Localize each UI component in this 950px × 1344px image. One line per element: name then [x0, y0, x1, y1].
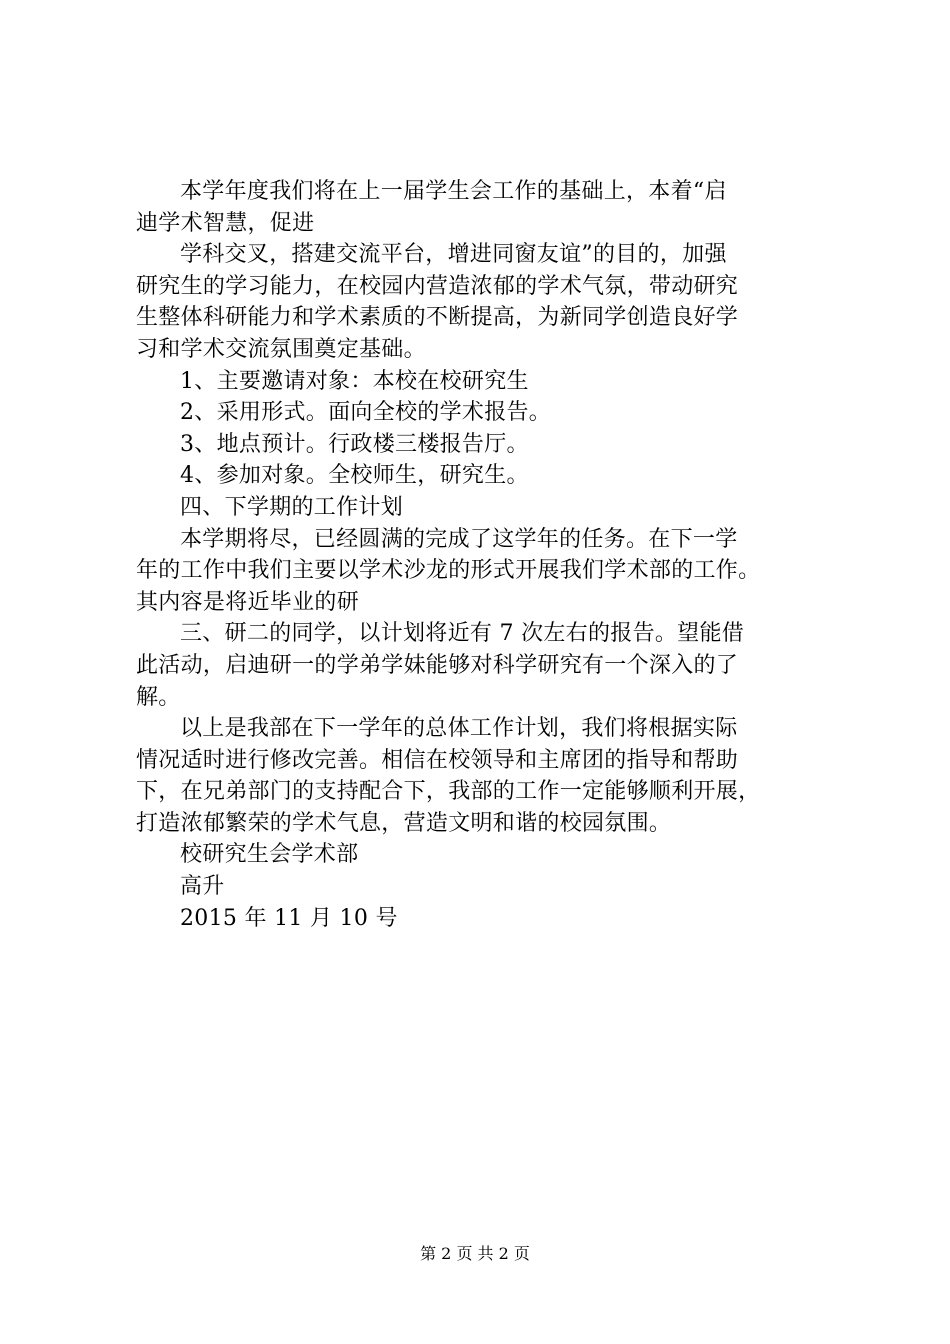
- text-line: 学科交叉，搭建交流平台，增进同窗友谊”的目的，加强: [180, 242, 727, 268]
- text-line: 情况适时进行修改完善。相信在校领导和主席团的指导和帮助: [136, 747, 739, 773]
- text-line: 4、参加对象。全校师生，研究生。: [180, 463, 529, 489]
- text-line: 其内容是将近毕业的研: [136, 589, 360, 615]
- text-line: 2015 年 11 月 10 号: [180, 905, 398, 931]
- text-line: 2、采用形式。面向全校的学术报告。: [180, 400, 552, 426]
- text-line: 3、地点预计。行政楼三楼报告厅。: [180, 431, 529, 457]
- text-line: 本学期将尽，已经圆满的完成了这学年的任务。在下一学: [180, 526, 738, 552]
- text-line: 习和学术交流氛围奠定基础。: [136, 336, 426, 362]
- document-body: [136, 176, 836, 934]
- text-line: 迪学术智慧，促进: [136, 210, 315, 236]
- text-line: 年的工作中我们主要以学术沙龙的形式开展我们学术部的工作。: [136, 558, 761, 584]
- text-line: 打造浓郁繁荣的学术气息，营造文明和谐的校园氛围。: [136, 810, 672, 836]
- text-line: 生整体科研能力和学术素质的不断提高，为新同学创造良好学: [136, 305, 739, 331]
- text-line: 本学年度我们将在上一届学生会工作的基础上，本着“启: [180, 179, 727, 204]
- text-line: 校研究生会学术部: [180, 842, 359, 868]
- text-line: 高升: [180, 874, 225, 900]
- text-line: 研究生的学习能力，在校园内营造浓郁的学术气氛，带动研究: [136, 273, 739, 299]
- text-line: 以上是我部在下一学年的总体工作计划，我们将根据实际: [180, 716, 738, 742]
- text-line: 1、主要邀请对象：本校在校研究生: [180, 368, 529, 394]
- text-line: 四、下学期的工作计划: [180, 494, 404, 520]
- text-line: 三、研二的同学，以计划将近有 7 次左右的报告。望能借: [180, 621, 745, 647]
- text-line: 此活动，启迪研一的学弟学妹能够对科学研究有一个深入的了: [136, 652, 739, 678]
- page-footer: 第 2 页 共 2 页: [420, 1244, 530, 1263]
- text-line: 解。: [136, 684, 181, 710]
- text-line: 下，在兄弟部门的支持配合下，我部的工作一定能够顺利开展，: [136, 779, 761, 805]
